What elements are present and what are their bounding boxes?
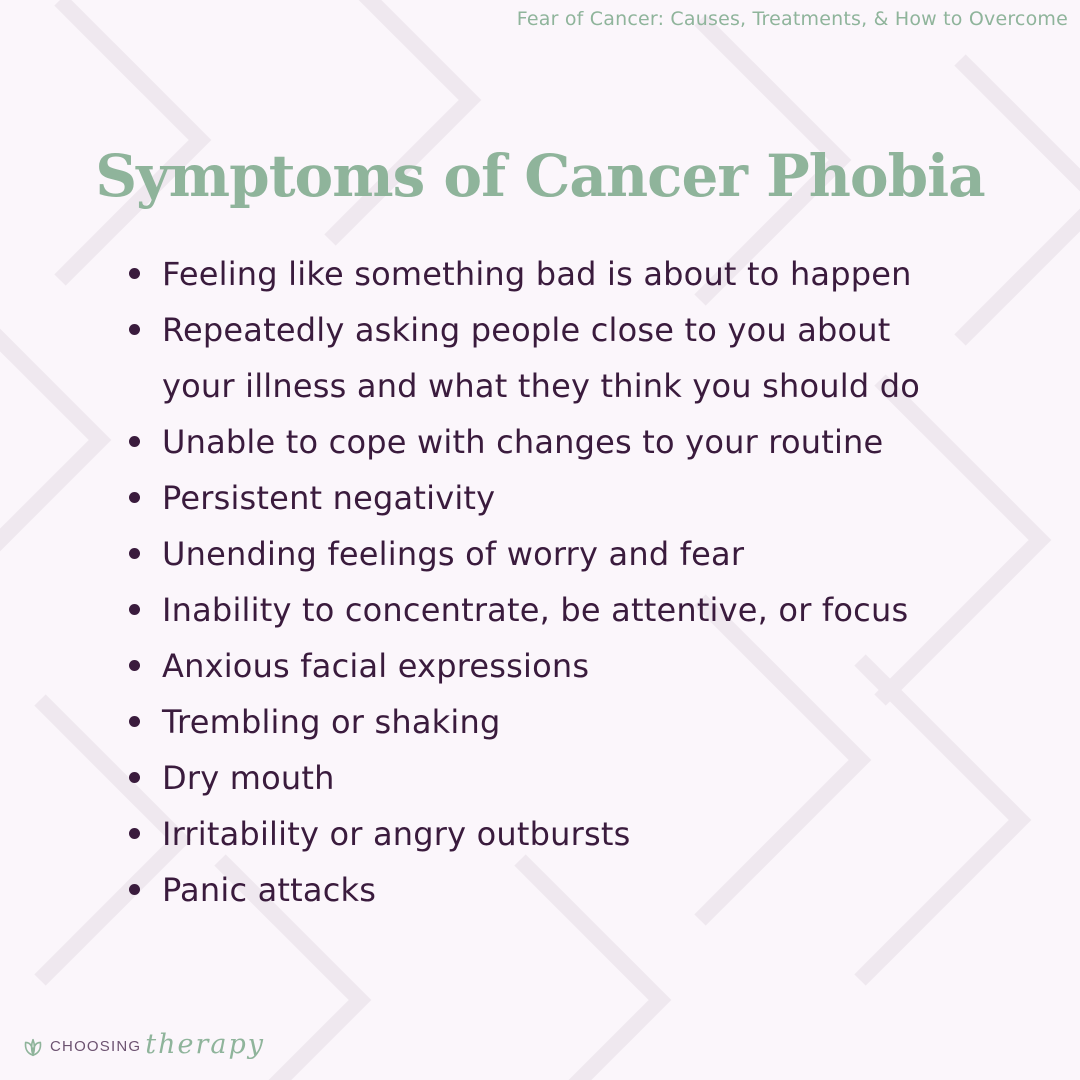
bullet-icon: [129, 324, 140, 335]
bullet-icon: [129, 884, 140, 895]
article-title: Fear of Cancer: Causes, Treatments, & How to Overcome: [516, 8, 1068, 30]
list-item: [162, 526, 1002, 582]
bullet-icon: [129, 828, 140, 839]
list-item: [162, 862, 1002, 918]
symptom-text: Trembling or shaking: [162, 703, 501, 741]
list-item: [162, 750, 1002, 806]
list-item: [162, 470, 1002, 526]
bullet-icon: [129, 436, 140, 447]
symptom-text: Panic attacks: [162, 871, 377, 909]
list-item: [162, 414, 1002, 470]
symptom-text: Repeatedly asking people close to you about your illness and what they think you should do: [162, 311, 921, 405]
symptom-text: Unable to cope with changes to your routine: [162, 423, 884, 461]
list-item: [162, 582, 1002, 638]
symptom-text: Persistent negativity: [162, 479, 496, 517]
bullet-icon: [129, 716, 140, 727]
bullet-icon: [129, 772, 140, 783]
symptom-text: Dry mouth: [162, 759, 335, 797]
symptom-list: [162, 246, 1002, 918]
symptom-text: Anxious facial expressions: [162, 647, 590, 685]
bullet-icon: [129, 492, 140, 503]
list-item: [162, 694, 1002, 750]
brand-word: CHOOSING: [50, 1038, 142, 1055]
symptom-text: Feeling like something bad is about to happen: [162, 255, 912, 293]
bullet-icon: [129, 548, 140, 559]
bullet-icon: [129, 268, 140, 279]
list-item: [162, 246, 1002, 302]
brand-logo: [22, 1031, 265, 1062]
list-item: [162, 806, 1002, 862]
symptom-text: Inability to concentrate, be attentive, or focus: [162, 591, 909, 629]
bullet-icon: [129, 660, 140, 671]
brand-script: therapy: [145, 1029, 266, 1060]
bullet-icon: [129, 604, 140, 615]
list-item: [162, 302, 1002, 414]
list-item: [162, 638, 1002, 694]
leaf-icon: [22, 1036, 44, 1058]
symptom-text: Unending feelings of worry and fear: [162, 535, 745, 573]
symptom-text: Irritability or angry outbursts: [162, 815, 631, 853]
page-title: Symptoms of Cancer Phobia: [95, 142, 985, 210]
